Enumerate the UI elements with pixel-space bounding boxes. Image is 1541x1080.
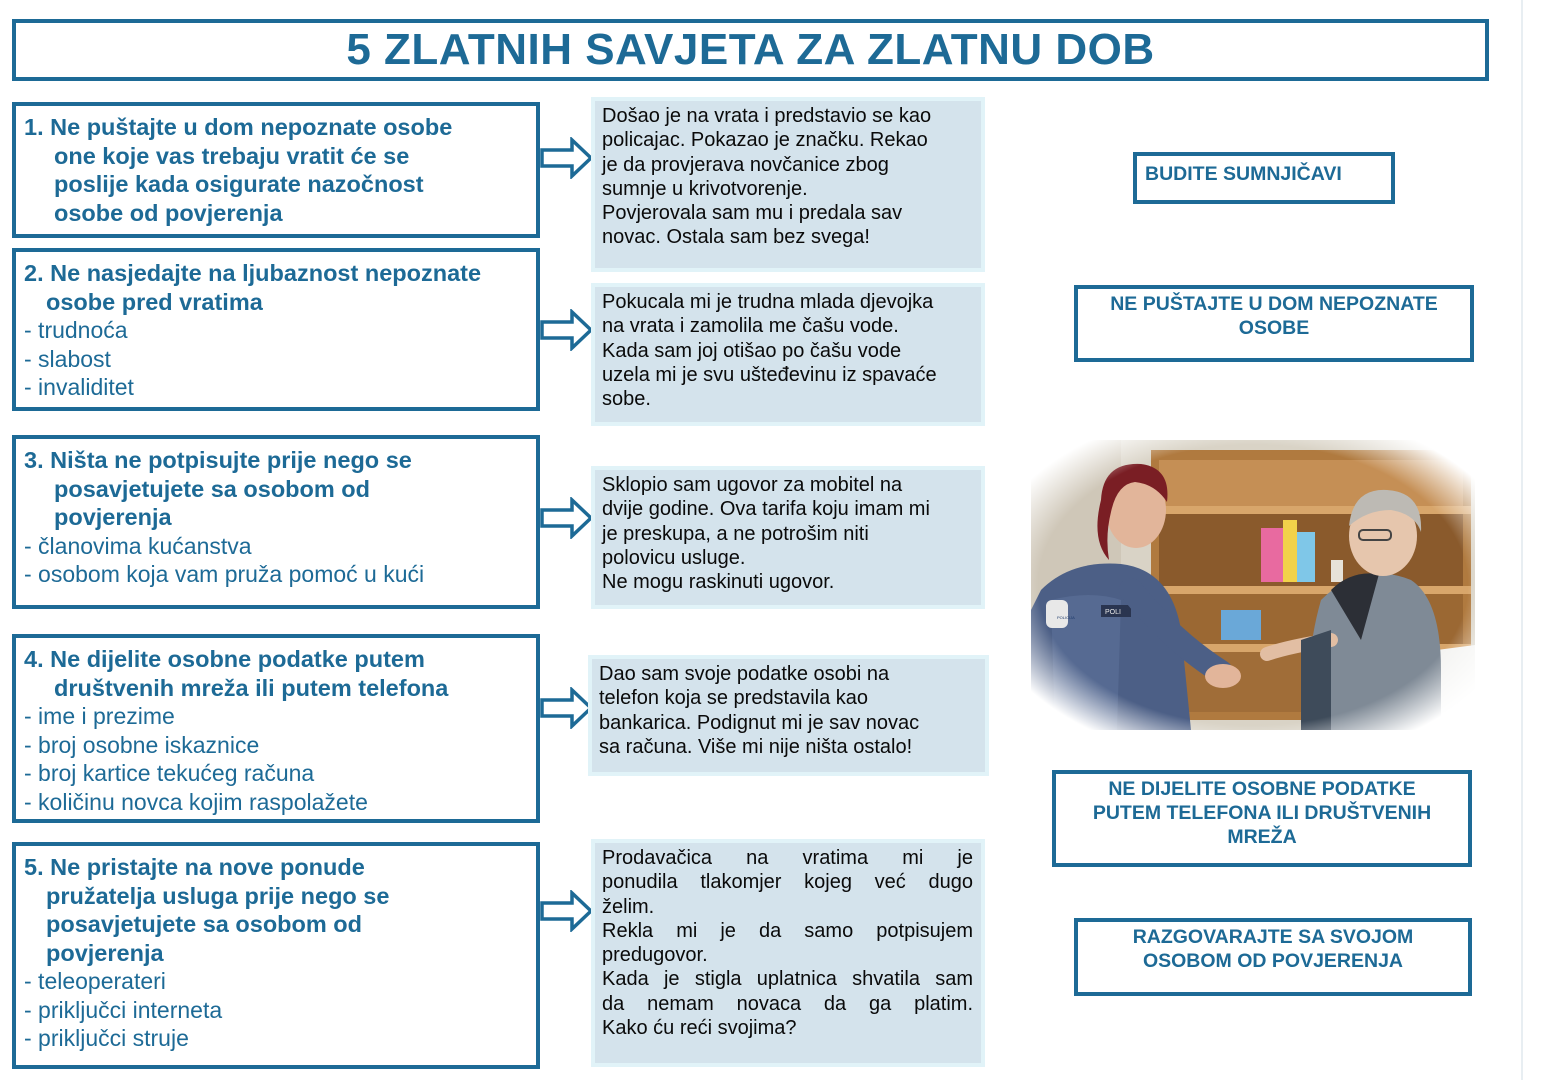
tip-list-5 — [24, 967, 526, 1053]
story-line: Kada sam joj otišao po čašu vode — [602, 339, 902, 362]
advice-line: PUTEM TELEFONA ILI DRUŠTVENIH — [1092, 802, 1432, 824]
story-line: je preskupa, a ne potrošim niti — [602, 522, 869, 545]
tip-list-item: - invaliditet — [24, 374, 134, 400]
advice-line: OSOBOM OD POVJERENJA — [1142, 950, 1404, 972]
story-line: sumnje u krivotvorenje. — [602, 177, 808, 200]
story-line: Došao je na vrata i predstavio se kao — [602, 105, 932, 127]
tip-list-4 — [24, 702, 526, 816]
story-line: bankarica. Podignut mi je sav novac — [599, 711, 920, 734]
tip-heading-5 — [24, 853, 526, 967]
story-line: Kada je stigla uplatnica shvatila sam — [602, 968, 973, 991]
photo-name-tag: POLI — [1105, 609, 1121, 616]
right-arrow-icon — [540, 137, 594, 179]
story-line: dvije godine. Ova tarifa koju imam mi — [602, 498, 930, 521]
tip-heading-line: 1. Ne puštajte u dom nepoznate osobe — [24, 114, 453, 140]
story-line: Kako ću reći svojima? — [602, 1017, 797, 1040]
tip-heading-2 — [24, 259, 526, 316]
story-line: telefon koja se predstavila kao — [599, 687, 869, 710]
tip-box-4 — [12, 634, 540, 823]
advice-line: MREŽA — [1227, 826, 1297, 848]
story-line: novac. Ostala sam bez svega! — [602, 226, 870, 249]
police-visit-photo — [1031, 440, 1475, 730]
story-line: Pokucala mi je trudna mlada djevojka — [602, 291, 934, 313]
page-title: 5 ZLATNIH SAVJETA ZA ZLATNU DOB — [346, 25, 1155, 74]
story-line: Prodavačica na vratima mi je — [602, 847, 973, 869]
advice-line: RAZGOVARAJTE SA SVOJOM — [1132, 926, 1414, 948]
tip-heading-line: one koje vas trebaju vratit će se — [54, 142, 410, 169]
right-arrow-icon — [540, 497, 594, 539]
right-arrow-icon — [540, 890, 594, 932]
story-box-1 — [591, 97, 985, 272]
tip-box-5 — [12, 842, 540, 1069]
advice-box-1 — [1133, 152, 1395, 204]
story-line: polovicu usluge. — [602, 546, 746, 569]
photo-patch-text: POLICIJA — [1057, 615, 1075, 620]
tip-list-item: - priključci interneta — [24, 996, 223, 1023]
tip-list-item: - priključci struje — [24, 1025, 189, 1051]
story-box-4 — [588, 655, 989, 776]
tip-list-item: - broj kartice tekućeg računa — [24, 760, 315, 786]
tip-heading-line: osobe od povjerenja — [54, 199, 283, 226]
tip-heading-line: poslije kada osigurate nazočnost — [54, 171, 424, 197]
tip-heading-line: posavjetujete sa osobom od — [54, 475, 371, 502]
story-line: Ne mogu raskinuti ugovor. — [602, 571, 835, 594]
tip-box-1 — [12, 102, 540, 238]
advice-line: OSOBE — [1238, 317, 1310, 339]
story-line: na vrata i zamolila me čašu vode. — [602, 315, 899, 338]
tip-heading-line: društvenih mreža ili putem telefona — [54, 674, 449, 701]
story-line: Rekla mi je da samo potpisujem — [602, 919, 973, 942]
tip-heading-line: osobe pred vratima — [46, 288, 263, 315]
tip-heading-3 — [24, 446, 526, 532]
tip-heading-line: posavjetujete sa osobom od — [46, 911, 363, 937]
advice-box-3 — [1052, 770, 1472, 867]
tip-list-item: - broj osobne iskaznice — [24, 731, 260, 758]
story-box-2 — [591, 283, 985, 426]
tip-list-item: - slabost — [24, 345, 111, 372]
tip-list-item: - članovima kućanstva — [24, 532, 252, 559]
tip-heading-line: pružatelja usluga prije nego se — [46, 882, 390, 909]
story-line: Dao sam svoje podatke osobi na — [599, 663, 890, 685]
story-line: policajac. Pokazao je značku. Rekao — [602, 129, 928, 152]
tip-heading-line: 4. Ne dijelite osobne podatke putem — [24, 646, 425, 672]
tip-list-item: - osobom koja vam pruža pomoć u kući — [24, 561, 425, 587]
tip-list-2 — [24, 316, 526, 402]
tip-list-item: - teleoperateri — [24, 968, 166, 994]
tip-list-3 — [24, 532, 526, 589]
tip-list-item: - ime i prezime — [24, 703, 175, 729]
story-line: da nemam novaca da ga platim. — [602, 992, 973, 1015]
tip-list-item: - količinu novca kojim raspolažete — [24, 788, 368, 815]
advice-line: NE DIJELITE OSOBNE PODATKE — [1108, 778, 1416, 800]
page-edge-line — [1521, 0, 1523, 1080]
story-line: ponudila tlakomjer kojeg već dugo — [602, 871, 973, 894]
story-line: želim. — [602, 895, 655, 918]
tip-list-item: - trudnoća — [24, 317, 128, 343]
story-line: Sklopio sam ugovor za mobitel na — [602, 474, 903, 496]
story-line: uzela mi je svu ušteđevinu iz spavaće — [602, 363, 937, 386]
tip-box-3 — [12, 435, 540, 609]
title-banner — [12, 19, 1489, 81]
tip-heading-1 — [24, 113, 526, 227]
advice-line: BUDITE SUMNJIČAVI — [1145, 163, 1342, 185]
story-line: predugovor. — [602, 944, 708, 967]
tip-heading-line: 3. Ništa ne potpisujte prije nego se — [24, 447, 412, 473]
story-line: je da provjerava novčanice zbog — [602, 153, 889, 176]
tip-heading-4 — [24, 645, 526, 702]
story-line: Povjerovala sam mu i predala sav — [602, 202, 903, 225]
story-box-3 — [591, 466, 985, 609]
story-box-5 — [591, 839, 985, 1067]
advice-box-2 — [1074, 285, 1474, 362]
right-arrow-icon — [540, 687, 594, 729]
tip-heading-line: povjerenja — [46, 939, 164, 966]
tip-heading-line: povjerenja — [54, 504, 172, 530]
story-line: sa računa. Više mi nije ništa ostalo! — [599, 735, 913, 758]
right-arrow-icon — [540, 309, 594, 351]
advice-line: NE PUŠTAJTE U DOM NEPOZNATE — [1110, 293, 1438, 315]
tip-heading-line: 5. Ne pristajte na nove ponude — [24, 854, 365, 880]
advice-box-4 — [1074, 918, 1472, 996]
tip-box-2 — [12, 248, 540, 411]
tip-heading-line: 2. Ne nasjedajte na ljubaznost nepoznate — [24, 260, 482, 286]
story-line: sobe. — [602, 388, 651, 411]
